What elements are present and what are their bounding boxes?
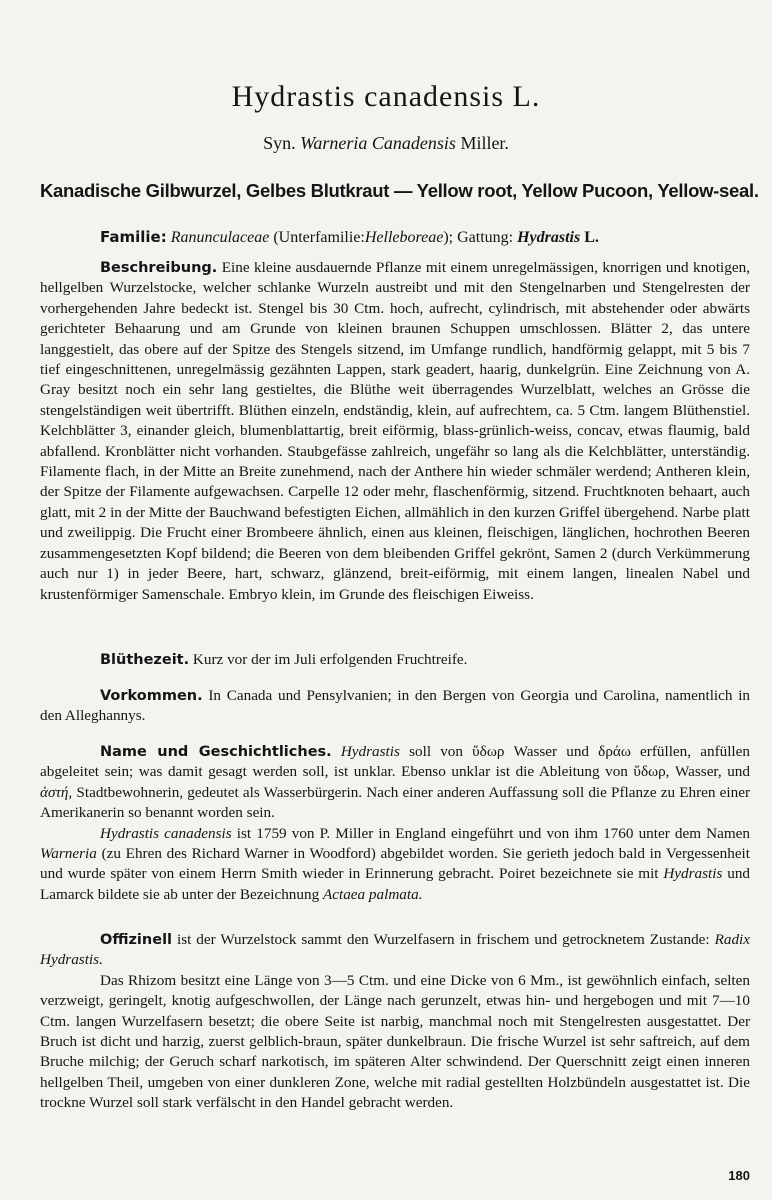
name-label: Name und Geschichtliches.: [100, 744, 332, 760]
subfamily-name: Helleboreae: [364, 229, 444, 246]
name-p2g: Actaea palmata.: [322, 885, 423, 903]
page-title: Hydrastis canadensis L.: [231, 80, 541, 113]
offizinell-section: [40, 930, 750, 1114]
name-p1c: ἀστή,: [40, 783, 73, 801]
name-p2c: Warneria: [40, 845, 97, 863]
offizinell-label: Offizinell: [100, 932, 173, 948]
syn-species: Canadensis: [371, 133, 456, 153]
name-p2d: (zu Ehren des Richard Warner in Woodford) abgebildet worden. Sie gerieth jedoch bald in Vergessenheit und wurde später von einem Herrn Smith wieder in Erinnerung gebracht. Poiret bezeichnete sie mit: [40, 845, 750, 883]
name-p1b: soll von ὕδωρ Wasser und δράω erfüllen, anfüllen abgeleitet sein; was damit gesagt werden soll, ist unklar. Ebenso unklar ist die Ableitung von ὕδωρ, Wasser, und: [40, 743, 750, 781]
family-line: [100, 228, 752, 247]
offizinell-p2: Das Rhizom besitzt eine Länge von 3—5 Ctm. und eine Dicke von 6 Mm., ist gewöhnlich einfach, selten verzweigt, geringelt, knotig aufgeschwollen, der Länge nach gerunzelt, etwas hin- und hergebogen und mit 7—10 Ctm. langen Wurzelfasern besetzt; die obere Seite ist narbig, manchmal noch mit Stengelresten ausgestattet. Der Bruch ist dicht und harzig, zuerst gelblich-braun, später dunkelbraun. Die frische Wurzel ist sehr saftreich, auf dem Bruche milchig; der Geruch scharf narkotisch, im späteren Alter schwindend. Der Querschnitt zeigt einen inneren hellgelben Theil, umgeben von einer dunkleren Zone, welche mit radial gestellten Holzbündeln ausgestattet ist. Die trockne Wurzel soll stark verfälscht in den Handel gebracht werden.: [40, 971, 750, 1112]
common-names: Kanadische Gilbwurzel, Gelbes Blutkraut — Yellow root, Yellow Pucoon, Yellow-seal.: [40, 180, 759, 201]
page-number: 180: [728, 1168, 750, 1183]
name-p2e: Hydrastis: [663, 865, 723, 883]
family-label: Familie:: [100, 228, 167, 246]
subfamily-open: (Unterfamilie:: [273, 229, 365, 246]
bluethezeit-section: [40, 650, 750, 670]
syn-genus: Warneria: [300, 133, 368, 153]
name-p2a: Hydrastis canadensis: [100, 824, 232, 842]
genus-author: L.: [584, 229, 599, 246]
synonym-line: [0, 133, 772, 154]
offizinell-p1b: Radix Hydrastis.: [40, 931, 751, 969]
vorkommen-label: Vorkommen.: [100, 688, 203, 704]
name-p1a: Hydrastis: [340, 743, 400, 760]
syn-prefix: Syn.: [263, 133, 296, 153]
name-p2b: ist 1759 von P. Miller in England eingeführt und von ihm 1760 unter dem Namen: [236, 824, 751, 842]
bluethezeit-text: Kurz vor der im Juli erfolgenden Fruchtreife.: [192, 651, 468, 668]
beschreibung-text: Eine kleine ausdauernde Pflanze mit einem unregelmässigen, knorrigen und knotigen, hellgelben Wurzelstocke, welcher schlanke Wurzeln austreibt und mit den Stengelnarben und Stengelresten der vorhergehenden Jahre bedeckt ist. Stengel bis 30 Ctm. hoch, aufrecht, cylindrisch, mit abstehender oder abwärts gerichteter Behaarung und am Grunde von kleinen braunen Schuppen umschlossen. Blätter 2, das untere langgestielt, das obere auf der Spitze des Stengels sitzend, im Umfange rundlich, handförmig gelappt, mit 5 bis 7 tief eingeschnittenen, unregelmässig gezähnten Lappen, stark geadert, haarig, dunkelgrün. Eine Zeichnung von A. Gray besitzt noch ein sehr lang gestieltes, die Blüthe weit überragendes Wurzelblatt, welches an Grösse die stengelständigen weit übertrifft. Blüthen einzeln, endständig, klein, auf aufrechtem, ca. 5 Ctm. langem Blüthenstiel. Kelchblätter 3, einander gleich, blumenblattartig, breit eiförmig, blass-grünlich-weiss, concav, etwas flaumig, bald abfallend. Kronblätter nicht vorhanden. Staubgefässe zahlreich, ungefähr so lang als die Kelchblätter, unterständig. Filamente flach, in der Mitte an Breite zunehmend, nach der Anthere hin wieder schmäler werdend; Antheren klein, der Spitze der Filamente aufgewachsen. Carpelle 12 oder mehr, flaschenförmig, sitzend. Fruchtknoten behaart, auch glatt, mit 2 in der Mitte der Bauchwand befestigten Eichen, allmählich in den kurzen Griffel übergehend. Narbe platt und zweilippig. Die Frucht einer Brombeere ähnlich, einen aus kleinen, fleischigen, länglichen, hochrothen Beeren zusammengesetzten Kopf bildend; die Beeren von dem bleibenden Griffel gekrönt, Samen 2 (durch Verkümmerung auch nur 1) in jeder Beere, hart, schwarz, glänzend, breit-eiförmig, mit einem langen, linealen Nabel und krustenförmiger Samenschale. Embryo klein, im Grunde des fleischigen Eiweiss.: [40, 259, 751, 603]
syn-author: Miller.: [460, 133, 509, 153]
vorkommen-text: In Canada und Pensylvanien; in den Bergen von Georgia und Carolina, namentlich in den Alleghannys.: [40, 687, 751, 725]
name-p1d: Stadtbewohnerin, gedeutet als Wasserbürgerin. Nach einer anderen Auffassung soll die Pflanze zu Ehren einer Amerikanerin so benannt worden sein.: [40, 783, 751, 822]
beschreibung-section: [40, 258, 750, 605]
name-section: [40, 742, 750, 905]
offizinell-p1a: ist der Wurzelstock sammt den Wurzelfasern in frischem und getrocknetem Zustande:: [176, 931, 710, 948]
bluethezeit-label: Blüthezeit.: [100, 652, 190, 668]
name-p2f: und Lamarck bildete sie ab unter der Bezeichnung: [40, 865, 751, 903]
beschreibung-label: Beschreibung.: [100, 260, 218, 276]
family-name: Ranunculaceae: [170, 229, 270, 246]
genus-name: Hydrastis: [517, 229, 581, 246]
vorkommen-section: [40, 686, 750, 727]
subfamily-close: ); Gattung:: [443, 229, 514, 246]
